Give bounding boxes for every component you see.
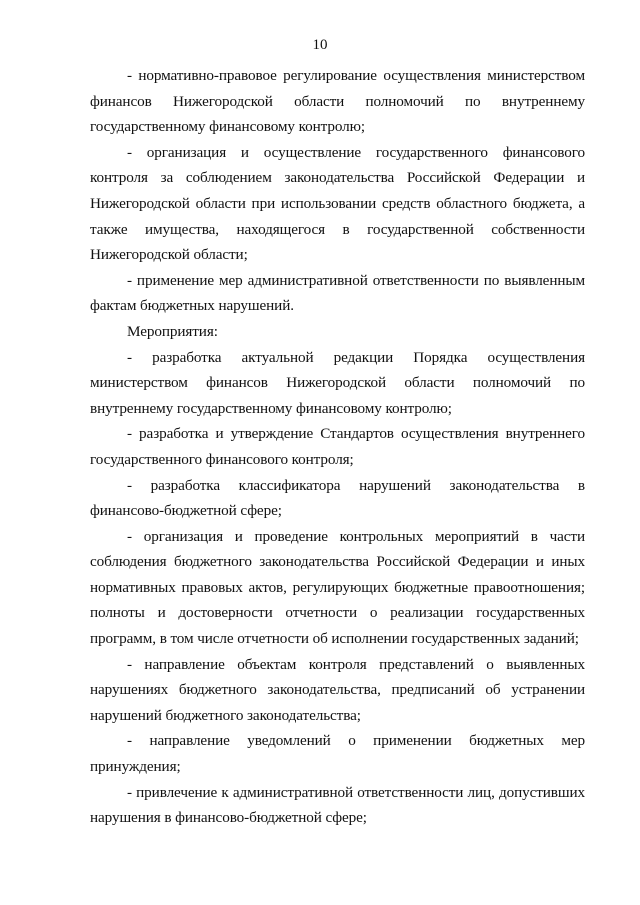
list-item: - разработка актуальной редакции Порядка осуществления министерством финансов Нижегородской области полномочий по внутреннему государственному финансовому контролю;	[90, 348, 585, 417]
list-item: - организация и проведение контрольных мероприятий в части соблюдения бюджетного законодательства Российской Федерации и иных нормативных правовых актов, регулирующих бюджетные правоотношения; полноты и достоверности отчетности о реализации государственных программ, в том числе отчетности об исполнении государственных заданий;	[90, 527, 585, 648]
list-item: - разработка классификатора нарушений законодательства в финансово-бюджетной сфере;	[90, 476, 585, 520]
list-item: - нормативно-правовое регулирование осуществления министерством финансов Нижегородской области полномочий по внутреннему государственному финансовому контролю;	[90, 67, 585, 136]
list-item: - применение мер административной ответственности по выявленным фактам бюджетных нарушений.	[90, 271, 585, 315]
section-heading: Мероприятия:	[127, 322, 218, 340]
list-item: - направление объектам контроля представлений о выявленных нарушениях бюджетного законодательства, предписаний об устранении нарушений бюджетного законодательства;	[90, 655, 585, 724]
list-item: - разработка и утверждение Стандартов осуществления внутреннего государственного финансового контроля;	[90, 425, 585, 468]
document-body	[90, 63, 585, 831]
page-number: 10	[312, 37, 328, 53]
list-item: - организация и осуществление государственного финансового контроля за соблюдением законодательства Российской Федерации и Нижегородской области при использовании средств областного бюджета, а также имущества, находящегося в государственной собственности Нижегородской области;	[90, 143, 585, 264]
list-item: - привлечение к административной ответственности лиц, допустивших нарушения в финансово-бюджетной сфере;	[90, 783, 585, 827]
list-item: - направление уведомлений о применении бюджетных мер принуждения;	[90, 732, 585, 776]
